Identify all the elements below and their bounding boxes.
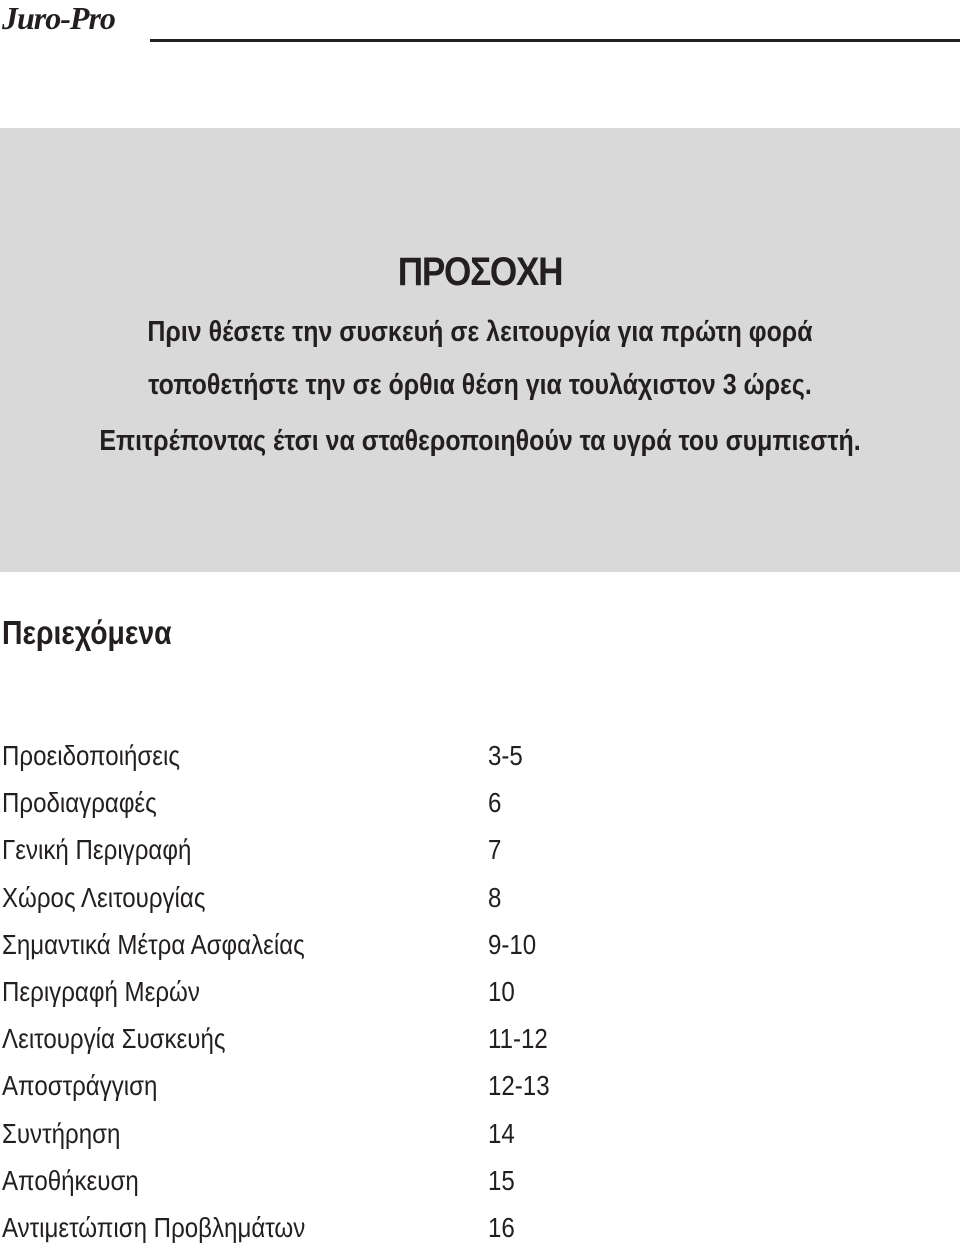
toc-entry-device-operation bbox=[0, 1015, 960, 1062]
toc-entry-pages: 10 bbox=[488, 975, 515, 1007]
toc-entry-label: Αποστράγγιση bbox=[2, 1070, 158, 1102]
notice-line: τοποθετήστε την σε όρθια θέση για τουλάχιστον 3 ώρες. bbox=[148, 369, 812, 401]
toc-entry-label: Χώρος Λειτουργίας bbox=[2, 881, 206, 913]
toc-entry-label: Συντήρηση bbox=[2, 1117, 121, 1149]
toc-entry-safety-measures bbox=[0, 921, 960, 968]
table-of-contents bbox=[0, 732, 960, 1251]
toc-entry-storage bbox=[0, 1157, 960, 1204]
page-header bbox=[0, 0, 960, 46]
header-divider bbox=[150, 39, 960, 42]
notice-line: Πριν θέσετε την συσκευή σε λειτουργία για πρώτη φορά bbox=[147, 316, 813, 348]
toc-entry-label: Περιγραφή Μερών bbox=[2, 975, 200, 1007]
toc-entry-pages: 14 bbox=[488, 1117, 515, 1149]
toc-entry-pages: 9-10 bbox=[488, 928, 537, 960]
toc-entry-pages: 8 bbox=[488, 881, 502, 913]
toc-entry-specifications bbox=[0, 779, 960, 826]
toc-entry-label: Προειδοποιήσεις bbox=[2, 740, 180, 771]
toc-entry-pages: 3-5 bbox=[488, 740, 523, 771]
toc-entry-parts-description bbox=[0, 968, 960, 1015]
toc-entry-label: Προδιαγραφές bbox=[2, 787, 157, 819]
toc-entry-label: Λειτουργία Συσκευής bbox=[2, 1023, 226, 1055]
toc-heading: Περιεχόμενα bbox=[2, 614, 172, 651]
toc-entry-pages: 6 bbox=[488, 787, 502, 819]
toc-entry-pages: 11-12 bbox=[488, 1023, 548, 1055]
toc-entry-warnings bbox=[0, 732, 960, 779]
toc-entry-label: Αντιμετώπιση Προβλημάτων bbox=[2, 1211, 306, 1243]
toc-entry-label: Γενική Περιγραφή bbox=[2, 834, 192, 866]
brand-logo: Juro-Pro bbox=[2, 0, 115, 36]
toc-entry-operating-space bbox=[0, 874, 960, 921]
toc-entry-draining bbox=[0, 1062, 960, 1109]
toc-entry-pages: 16 bbox=[488, 1211, 515, 1243]
toc-entry-general-description bbox=[0, 826, 960, 873]
toc-entry-pages: 12-13 bbox=[488, 1070, 550, 1102]
toc-entry-pages: 15 bbox=[488, 1164, 515, 1196]
notice-line: Επιτρέποντας έτσι να σταθεροποιηθούν τα υγρά του συμπιεστή. bbox=[99, 425, 861, 457]
toc-entry-label: Σημαντικά Μέτρα Ασφαλείας bbox=[2, 928, 305, 960]
notice-title: ΠΡΟΣΟΧΗ bbox=[397, 250, 563, 294]
toc-entry-label: Αποθήκευση bbox=[2, 1164, 139, 1196]
toc-entry-maintenance bbox=[0, 1110, 960, 1157]
toc-entry-pages: 7 bbox=[488, 834, 502, 866]
toc-entry-troubleshooting bbox=[0, 1204, 960, 1251]
